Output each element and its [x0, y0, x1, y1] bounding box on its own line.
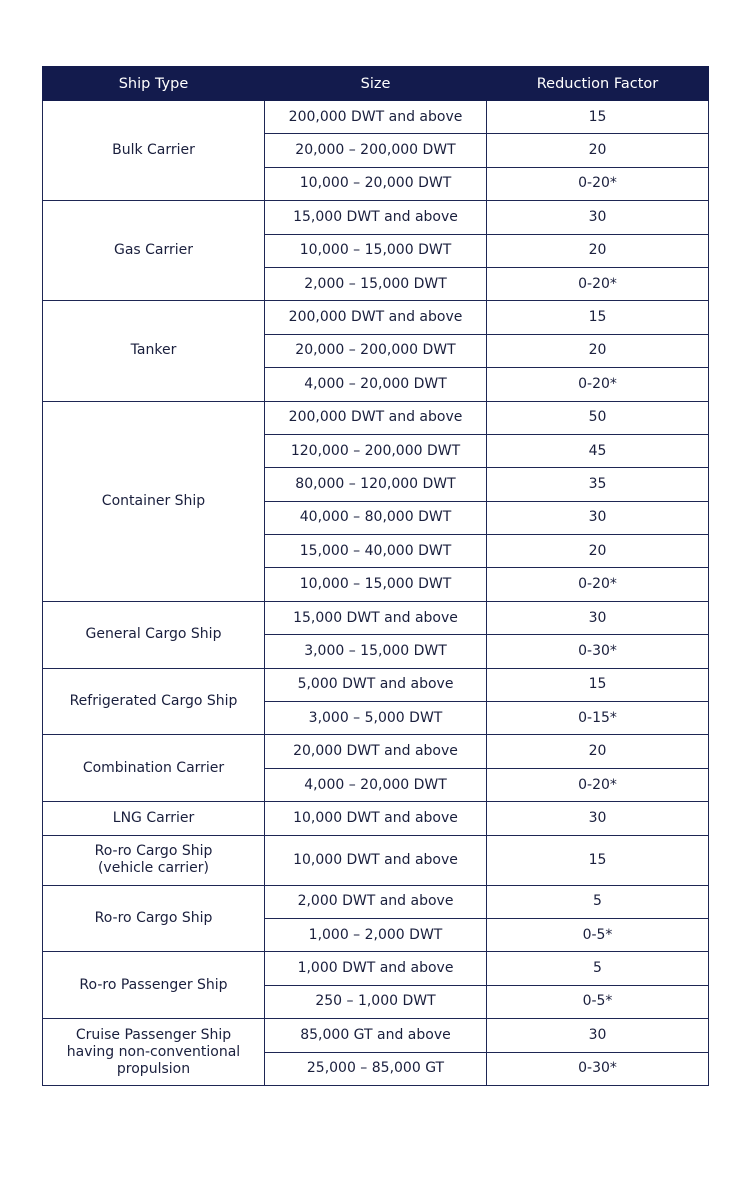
size-cell: 15,000 – 40,000 DWT — [265, 535, 487, 568]
table-row — [43, 201, 709, 234]
reduction-factor-cell: 0-20* — [487, 267, 709, 300]
ship-type-cell: Ro-ro Cargo Ship (vehicle carrier) — [43, 835, 265, 885]
size-cell: 250 – 1,000 DWT — [265, 985, 487, 1018]
table-row — [43, 835, 709, 885]
size-cell: 3,000 – 5,000 DWT — [265, 702, 487, 735]
size-cell: 200,000 DWT and above — [265, 101, 487, 134]
size-cell: 40,000 – 80,000 DWT — [265, 501, 487, 534]
header-ship-type: Ship Type — [43, 67, 265, 101]
table-row — [43, 735, 709, 768]
size-cell: 10,000 – 15,000 DWT — [265, 568, 487, 601]
ship-type-cell: General Cargo Ship — [43, 601, 265, 668]
size-cell: 200,000 DWT and above — [265, 401, 487, 434]
reduction-factor-cell: 0-20* — [487, 568, 709, 601]
table-row — [43, 1019, 709, 1052]
ship-type-cell: Bulk Carrier — [43, 101, 265, 201]
table-row — [43, 952, 709, 985]
table-header-row — [43, 67, 709, 101]
reduction-factor-cell: 20 — [487, 334, 709, 367]
reduction-factor-cell: 50 — [487, 401, 709, 434]
reduction-factor-cell: 20 — [487, 234, 709, 267]
ship-type-cell: Ro-ro Passenger Ship — [43, 952, 265, 1019]
reduction-factor-cell: 35 — [487, 468, 709, 501]
size-cell: 3,000 – 15,000 DWT — [265, 635, 487, 668]
table-row — [43, 301, 709, 334]
size-cell: 20,000 – 200,000 DWT — [265, 134, 487, 167]
reduction-factor-table — [42, 66, 709, 1086]
size-cell: 15,000 DWT and above — [265, 201, 487, 234]
size-cell: 200,000 DWT and above — [265, 301, 487, 334]
size-cell: 120,000 – 200,000 DWT — [265, 434, 487, 467]
size-cell: 15,000 DWT and above — [265, 601, 487, 634]
table-row — [43, 802, 709, 835]
reduction-factor-cell: 30 — [487, 1019, 709, 1052]
size-cell: 2,000 – 15,000 DWT — [265, 267, 487, 300]
reduction-factor-cell: 15 — [487, 835, 709, 885]
reduction-factor-cell: 20 — [487, 134, 709, 167]
size-cell: 25,000 – 85,000 GT — [265, 1052, 487, 1085]
ship-type-cell: Combination Carrier — [43, 735, 265, 802]
ship-type-cell: Refrigerated Cargo Ship — [43, 668, 265, 735]
reduction-factor-cell: 0-30* — [487, 1052, 709, 1085]
size-cell: 1,000 – 2,000 DWT — [265, 918, 487, 951]
size-cell: 20,000 – 200,000 DWT — [265, 334, 487, 367]
size-cell: 4,000 – 20,000 DWT — [265, 368, 487, 401]
table-row — [43, 101, 709, 134]
ship-type-cell: Ro-ro Cargo Ship — [43, 885, 265, 952]
reduction-factor-cell: 30 — [487, 601, 709, 634]
ship-type-cell: Cruise Passenger Ship having non-conventional propulsion — [43, 1019, 265, 1086]
reduction-factor-cell: 5 — [487, 952, 709, 985]
reduction-factor-cell: 15 — [487, 668, 709, 701]
size-cell: 10,000 – 20,000 DWT — [265, 167, 487, 200]
reduction-factor-cell: 15 — [487, 101, 709, 134]
header-reduction-factor: Reduction Factor — [487, 67, 709, 101]
ship-type-cell: Tanker — [43, 301, 265, 401]
ship-type-cell: LNG Carrier — [43, 802, 265, 835]
reduction-factor-cell: 0-5* — [487, 918, 709, 951]
reduction-factor-cell: 20 — [487, 735, 709, 768]
reduction-factor-cell: 0-20* — [487, 368, 709, 401]
size-cell: 85,000 GT and above — [265, 1019, 487, 1052]
header-size: Size — [265, 67, 487, 101]
table-row — [43, 401, 709, 434]
size-cell: 10,000 – 15,000 DWT — [265, 234, 487, 267]
reduction-factor-cell: 45 — [487, 434, 709, 467]
size-cell: 10,000 DWT and above — [265, 835, 487, 885]
reduction-factor-cell: 20 — [487, 535, 709, 568]
reduction-factor-cell: 30 — [487, 201, 709, 234]
size-cell: 20,000 DWT and above — [265, 735, 487, 768]
size-cell: 1,000 DWT and above — [265, 952, 487, 985]
size-cell: 10,000 DWT and above — [265, 802, 487, 835]
size-cell: 80,000 – 120,000 DWT — [265, 468, 487, 501]
reduction-factor-cell: 0-30* — [487, 635, 709, 668]
reduction-factor-cell: 0-20* — [487, 167, 709, 200]
reduction-factor-cell: 0-20* — [487, 768, 709, 801]
size-cell: 4,000 – 20,000 DWT — [265, 768, 487, 801]
size-cell: 5,000 DWT and above — [265, 668, 487, 701]
table-body — [43, 101, 709, 1086]
ship-type-cell: Container Ship — [43, 401, 265, 601]
reduction-factor-cell: 30 — [487, 501, 709, 534]
table-row — [43, 885, 709, 918]
reduction-factor-cell: 30 — [487, 802, 709, 835]
reduction-factor-cell: 0-15* — [487, 702, 709, 735]
table-row — [43, 601, 709, 634]
size-cell: 2,000 DWT and above — [265, 885, 487, 918]
reduction-factor-cell: 15 — [487, 301, 709, 334]
reduction-factor-cell: 5 — [487, 885, 709, 918]
reduction-factor-cell: 0-5* — [487, 985, 709, 1018]
ship-type-cell: Gas Carrier — [43, 201, 265, 301]
table-row — [43, 668, 709, 701]
